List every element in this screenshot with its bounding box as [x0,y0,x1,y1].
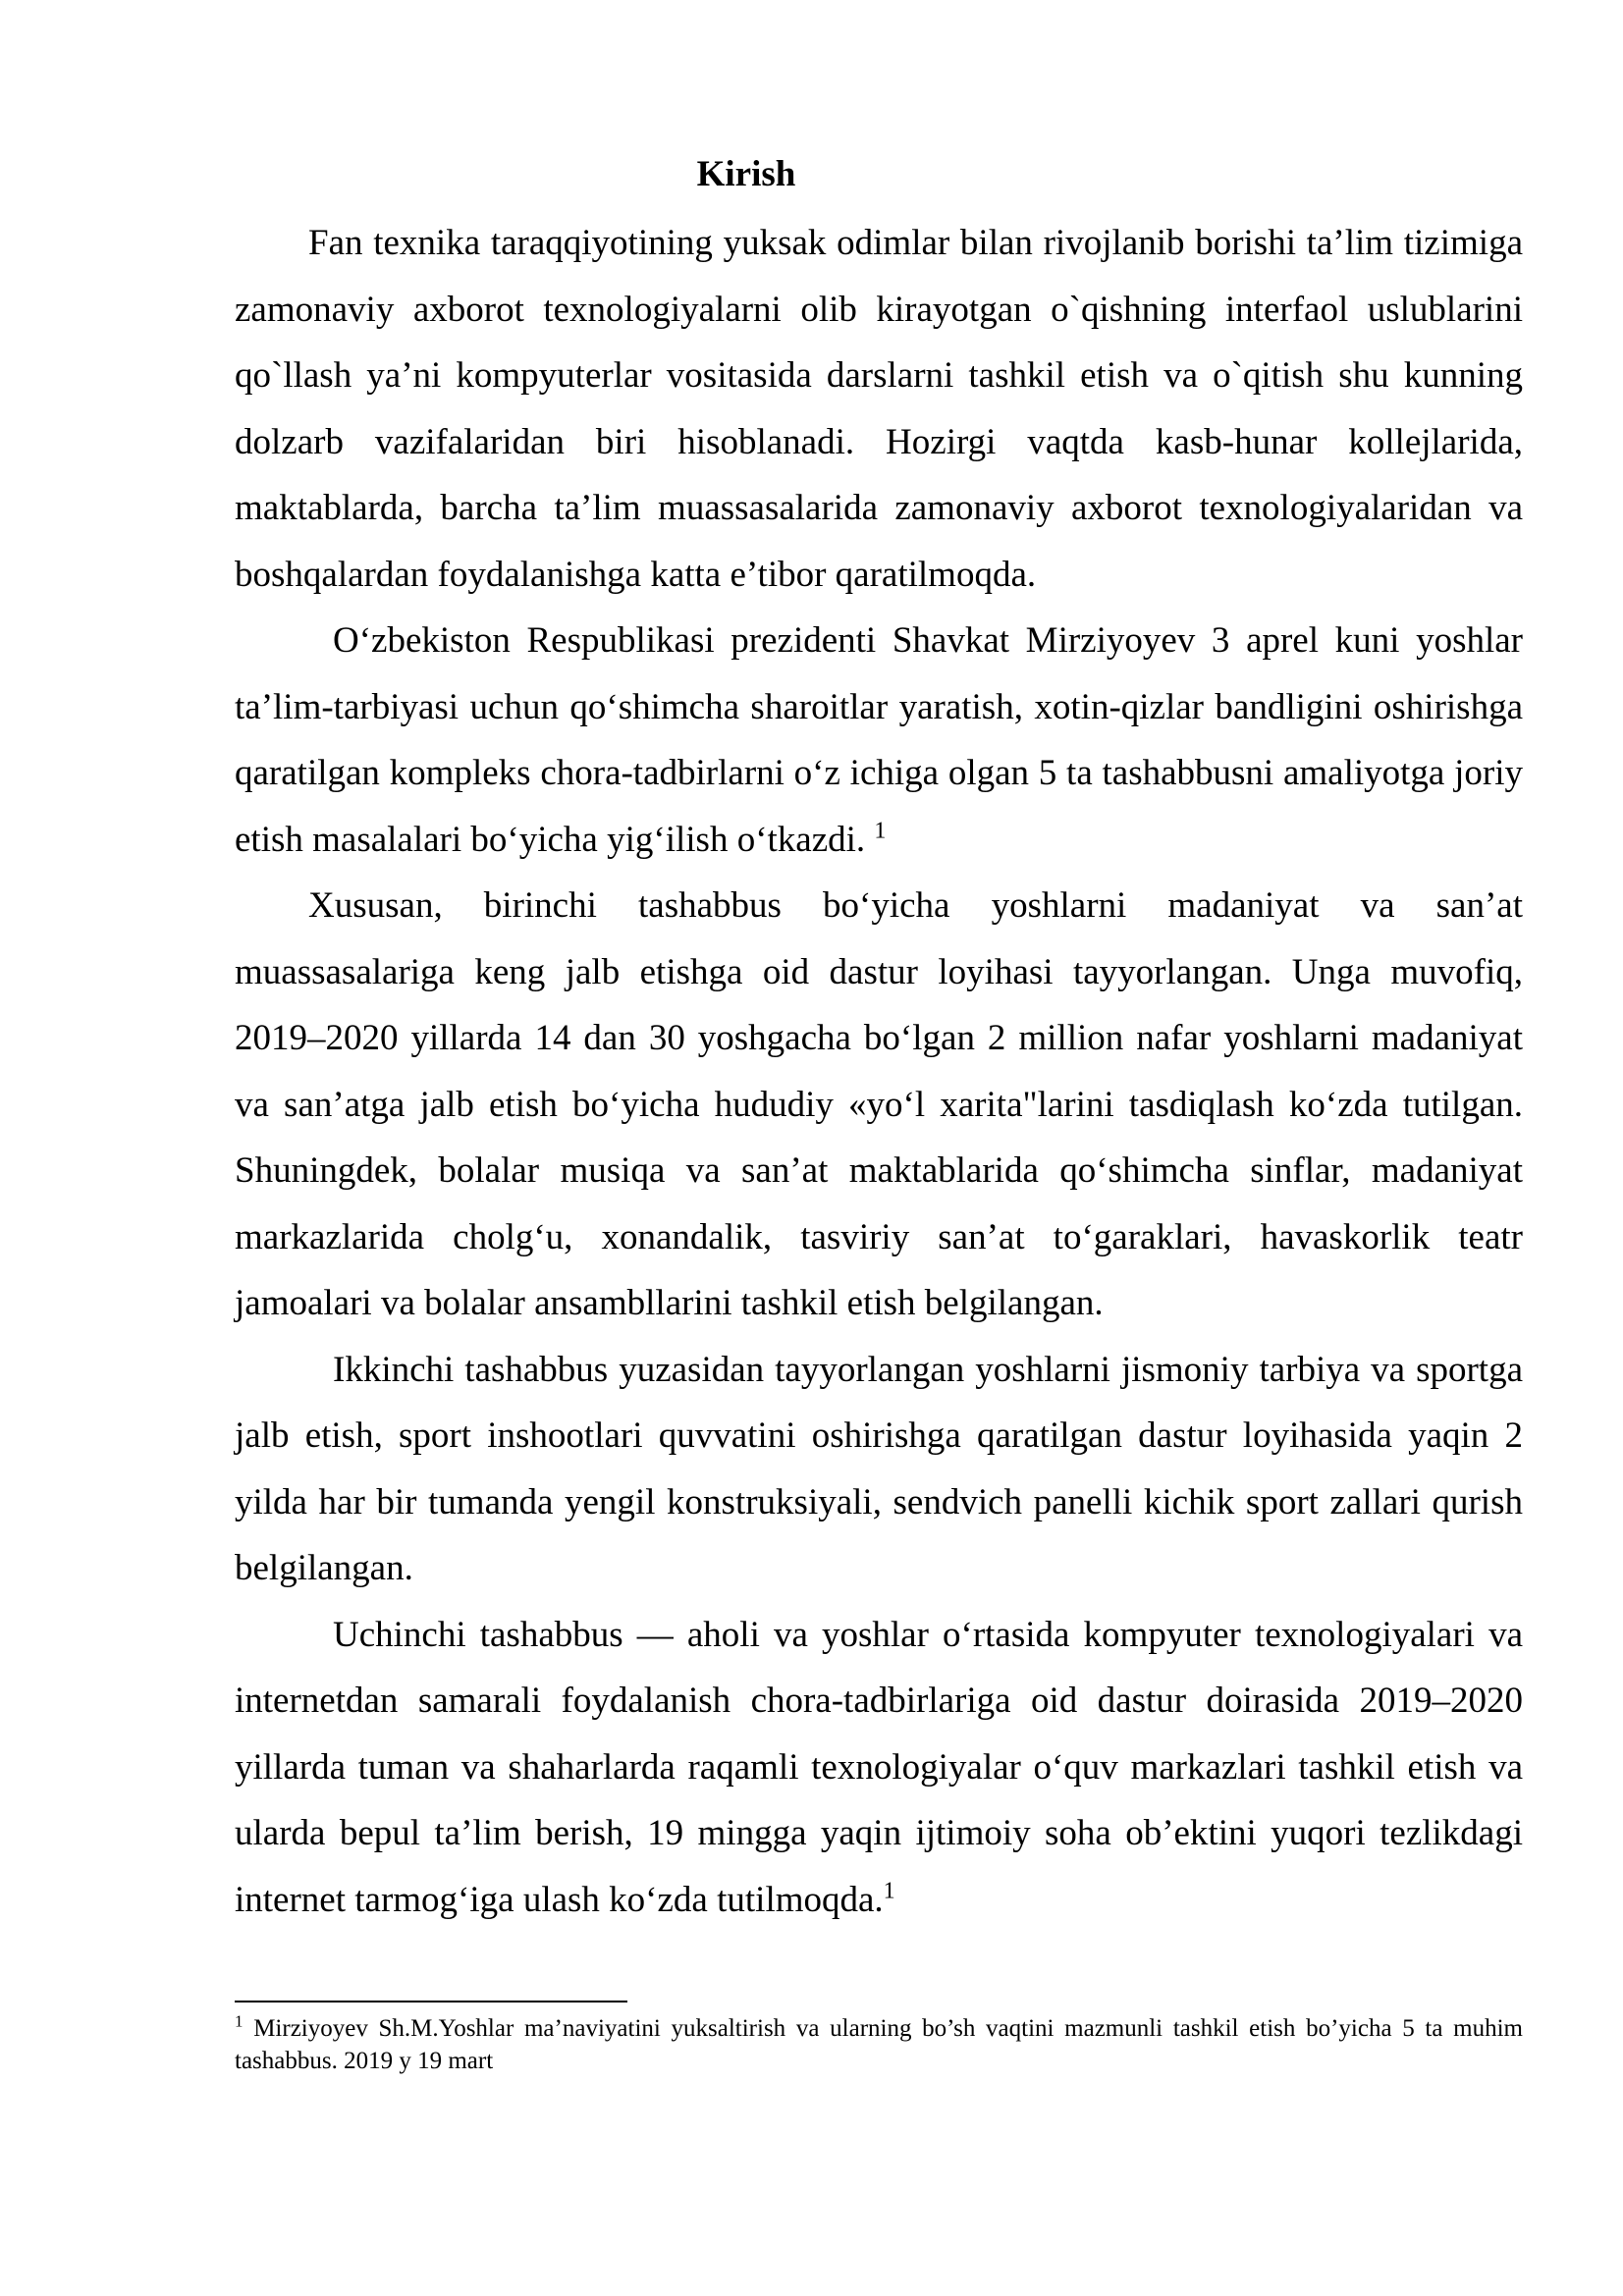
footnote-reference[interactable]: 1 [874,818,887,844]
paragraph-text: Fan texnika taraqqiyotining yuksak odimlar bilan rivojlanib borishi ta’lim tizimiga zamonaviy axborot texnologiyalarni olib kirayotgan o`qishning interfaol uslublarini qo`llash ya’ni kompyuterlar vositasida darslarni tashkil etish va o`qitish shu kunning dolzarb vazifalaridan biri hisoblanadi. Hozirgi vaqtda kasb-hunar kollejlarida, maktablarda, barcha ta’lim muassasalarida zamonaviy axborot texnologiyalaridan va boshqalardan foydalanishga katta e’tibor qaratilmoqda. [235,223,1523,595]
paragraph-text: Xususan, birinchi tashabbus bo‘yicha yoshlarni madaniyat va san’at muassasalariga keng jalb etishga oid dastur loyihasi tayyorlangan. Unga muvofiq, 2019‒2020 yillarda 14 dan 30 yoshgacha bo‘lgan 2 million nafar yoshlarni madaniyat va san’atga jalb etish bo‘yicha hududiy «yo‘l xarita"larini tasdiqlash ko‘zda tutilgan. Shuningdek, bolalar musiqa va san’at maktablarida qo‘shimcha sinflar, madaniyat markazlarida cholg‘u, xonandalik, tasviriy san’at to‘garaklari, havaskorlik teatr jamoalari va bolalar ansambllarini tashkil etish belgilangan. [235,885,1523,1323]
footnote-text: Mirziyoyev Sh.M.Yoshlar ma’naviyatini yuksaltirish va ularning bo’sh vaqtini mazmunli tashkil etish bo’yicha 5 ta muhim tashabbus. 2019 y 19 mart [235,2015,1523,2074]
paragraph-intro [235,210,1523,608]
paragraph-text: Uchinchi tashabbus — aholi va yoshlar o‘rtasida kompyuter texnologiyalari va internetdan samarali foydalanish chora-tadbirlariga oid dastur doirasida 2019‒2020 yillarda tuman va shaharlarda raqamli texnologiyalar o‘quv markazlari tashkil etish va ularda bepul ta’lim berish, 19 mingga yaqin ijtimoiy soha ob’ektini yuqori tezlikdagi internet tarmog‘iga ulash ko‘zda tutilmoqda. [235,1614,1523,1920]
footnote-separator [235,2001,627,2002]
paragraph-text: Ikkinchi tashabbus yuzasidan tayyorlangan yoshlarni jismoniy tarbiya va sportga jalb etish, sport inshootlari quvvatini oshirishga qaratilgan dastur loyihasida yaqin 2 yilda har bir tumanda yengil konstruksiyali, sendvich panelli kichik sport zallari qurish belgilangan. [235,1349,1523,1588]
paragraph-president-meeting [235,608,1523,873]
footnote-reference[interactable]: 1 [883,1878,895,1904]
paragraph-text: O‘zbekiston Respublikasi prezidenti Shavkat Mirziyoyev 3 aprel kuni yoshlar ta’lim-tarbiyasi uchun qo‘shimcha sharoitlar yaratish, xotin-qizlar bandligini oshirishga qaratilgan kompleks chora-tadbirlarni o‘z ichiga olgan 5 ta tashabbusni amaliyotga joriy etish masalalari bo‘yicha yig‘ilish o‘tkazdi. [235,620,1523,860]
page-title: Kirish [696,154,796,194]
paragraph-third-initiative [235,1602,1523,1934]
paragraph-first-initiative [235,873,1523,1337]
paragraph-second-initiative [235,1337,1523,1602]
document-body [235,210,1523,1933]
footnote-mark: 1 [235,2011,243,2031]
footnote [235,2012,1523,2077]
